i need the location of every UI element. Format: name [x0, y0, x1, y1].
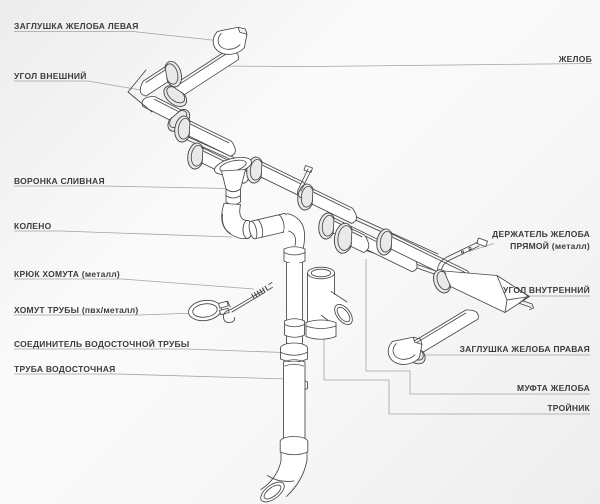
label-tee: ТРОЙНИК: [547, 403, 590, 413]
label-corner-outer: УГОЛ ВНЕШНИЙ: [14, 71, 87, 81]
part-downpipe-upper: [285, 263, 305, 345]
part-outlet-elbow: [257, 461, 306, 504]
label-pipe-clamp: ХОМУТ ТРУБЫ (пвх/металл): [14, 305, 139, 315]
label-bracket-line1: ДЕРЖАТЕЛЬ ЖЕЛОБА: [492, 229, 590, 239]
label-gutter: ЖЕЛОБ: [558, 54, 592, 64]
label-pipe-connector: СОЕДИНИТЕЛЬ ВОДОСТОЧНОЙ ТРУБЫ: [14, 339, 190, 349]
part-end-cap-left: [212, 26, 249, 56]
part-pipe-connector: [281, 343, 308, 362]
label-bracket-line2: ПРЯМОЙ (металл): [510, 241, 590, 251]
leader-cap-left: [14, 32, 221, 42]
label-clamp-hook: КРЮК ХОМУТА (металл): [14, 269, 121, 279]
label-cap-right: ЗАГЛУШКА ЖЕЛОБА ПРАВАЯ: [459, 344, 590, 354]
part-elbow: [222, 204, 252, 239]
leader-corner-outer: [14, 81, 152, 92]
label-downpipe: ТРУБА ВОДОСТОЧНАЯ: [14, 364, 116, 374]
label-cap-left: ЗАГЛУШКА ЖЕЛОБА ЛЕВАЯ: [14, 21, 139, 31]
label-funnel: ВОРОНКА СЛИВНАЯ: [14, 176, 105, 186]
part-downpipe-socket: [280, 437, 308, 462]
label-elbow: КОЛЕНО: [14, 221, 52, 231]
label-coupling: МУФТА ЖЕЛОБА: [517, 383, 590, 393]
part-elbow-2: [284, 213, 305, 264]
leader-gutter: [207, 64, 592, 67]
part-tee: [306, 267, 356, 339]
label-corner-inner: УГОЛ ВНУТРЕННИЙ: [502, 285, 590, 295]
leader-clamp-hook: [14, 279, 254, 289]
part-downpipe: [284, 360, 308, 441]
